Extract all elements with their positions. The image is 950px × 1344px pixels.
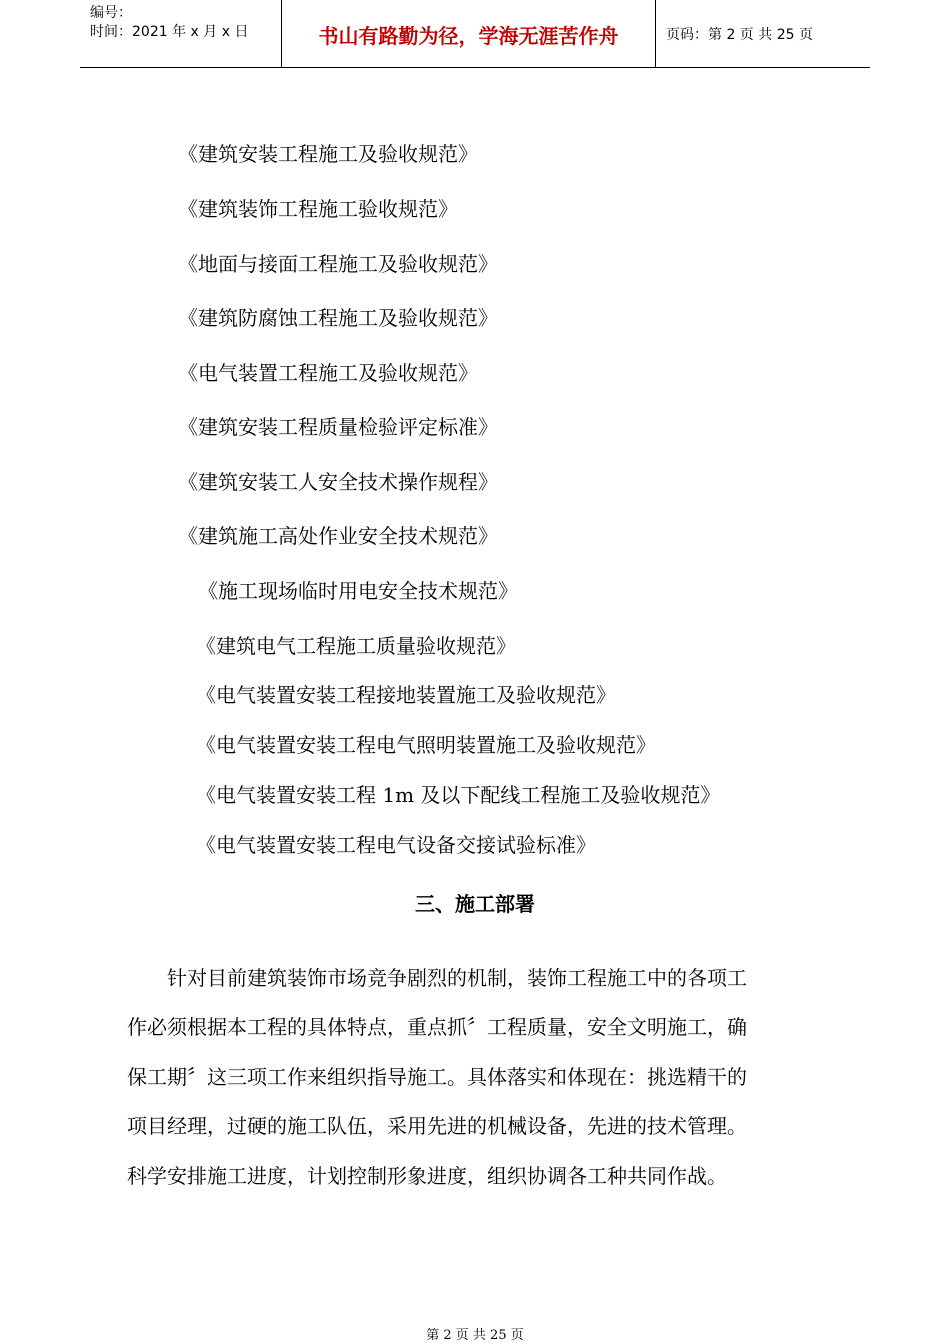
- reference-item: 《地面与接面工程施工及验收规范》: [178, 252, 498, 276]
- paragraph-line: 针对目前建筑装饰市场竞争剧烈的机制，装饰工程施工中的各项工: [167, 966, 747, 990]
- reference-item: 《建筑安装工程质量检验评定标准》: [178, 415, 498, 439]
- page-footer: 第 2 页 共 25 页: [426, 1328, 524, 1343]
- header-page-info: 页码：第 2 页 共 25 页: [666, 27, 813, 43]
- header-motto: 书山有路勤为径，学海无涯苦作舟: [282, 0, 656, 68]
- reference-item: 《建筑安装工程施工及验收规范》: [178, 142, 478, 166]
- section-heading: 三、施工部署: [415, 892, 535, 916]
- paragraph-line: 科学安排施工进度，计划控制形象进度，组织协调各工种共同作战。: [127, 1164, 727, 1188]
- reference-item: 《建筑装饰工程施工验收规范》: [178, 197, 458, 221]
- reference-item: 《建筑防腐蚀工程施工及验收规范》: [178, 306, 498, 330]
- reference-item: 《建筑电气工程施工质量验收规范》: [196, 634, 516, 658]
- number-label: 编号：: [90, 5, 132, 21]
- reference-item: 《电气装置安装工程 1m 及以下配线工程施工及验收规范》: [196, 783, 721, 807]
- paragraph-line: 作必须根据本工程的具体特点，重点抓〞工程质量，安全文明施工，确: [127, 1015, 747, 1039]
- paragraph-line: 项目经理，过硬的施工队伍，采用先进的机械设备，先进的技术管理。: [127, 1114, 747, 1138]
- reference-item: 《建筑施工高处作业安全技术规范》: [178, 524, 498, 548]
- reference-item: 《施工现场临时用电安全技术规范》: [198, 579, 518, 603]
- reference-item: 《电气装置工程施工及验收规范》: [178, 361, 478, 385]
- paragraph-line: 保工期〞这三项工作来组织指导施工。具体落实和体现在：挑选精干的: [127, 1065, 747, 1089]
- header-meta: [80, 0, 282, 68]
- time-label: 时间：2021 年 x 月 x 日: [90, 24, 249, 40]
- reference-item: 《电气装置安装工程电气设备交接试验标准》: [196, 833, 596, 857]
- reference-item: 《电气装置安装工程电气照明装置施工及验收规范》: [196, 733, 656, 757]
- page-header: [80, 0, 870, 68]
- reference-item: 《建筑安装工人安全技术操作规程》: [178, 470, 498, 494]
- reference-item: 《电气装置安装工程接地装置施工及验收规范》: [196, 683, 616, 707]
